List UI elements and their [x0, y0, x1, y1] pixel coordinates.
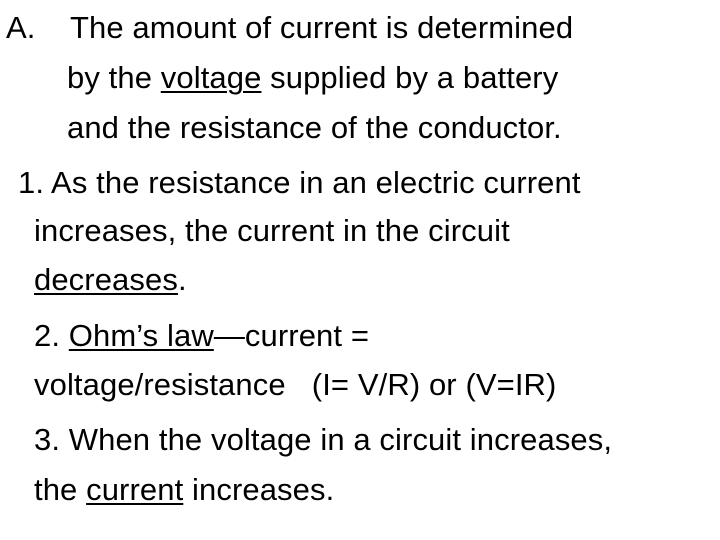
point-a-line-3: and the resistance of the conductor. [67, 110, 562, 145]
voltage-term: voltage [160, 60, 262, 95]
item-1-line-1: 1. As the resistance in an electric current [18, 165, 581, 200]
point-a-line-1: The amount of current is determined [70, 10, 574, 45]
ohms-law-term: Ohm’s law [68, 318, 214, 353]
current-term: current [86, 472, 184, 507]
item-2-line-2: voltage/resistance (I= V/R) or (V=IR) [34, 367, 557, 402]
point-a-line-2-pre: by the [67, 60, 161, 95]
item-1-line-2: increases, the current in the circuit [34, 213, 510, 248]
decreases-term: decreases [34, 262, 178, 297]
point-a-marker: A. [6, 10, 36, 45]
item-2-line-1-post: —current = [213, 318, 370, 353]
item-3-line-2 [34, 472, 334, 508]
item-3-line-2-post: increases. [183, 472, 335, 507]
point-a-line-2 [67, 60, 558, 96]
item-3-line-2-pre: the [34, 472, 87, 507]
item-2-line-1-pre: 2. [34, 318, 69, 353]
item-1-line-3 [34, 262, 187, 298]
item-3-line-1: 3. When the voltage in a circuit increases, [34, 422, 613, 457]
point-a-line-2-post: supplied by a battery [261, 60, 559, 95]
item-2-line-1 [34, 318, 369, 354]
item-1-line-3-post: . [177, 262, 187, 297]
